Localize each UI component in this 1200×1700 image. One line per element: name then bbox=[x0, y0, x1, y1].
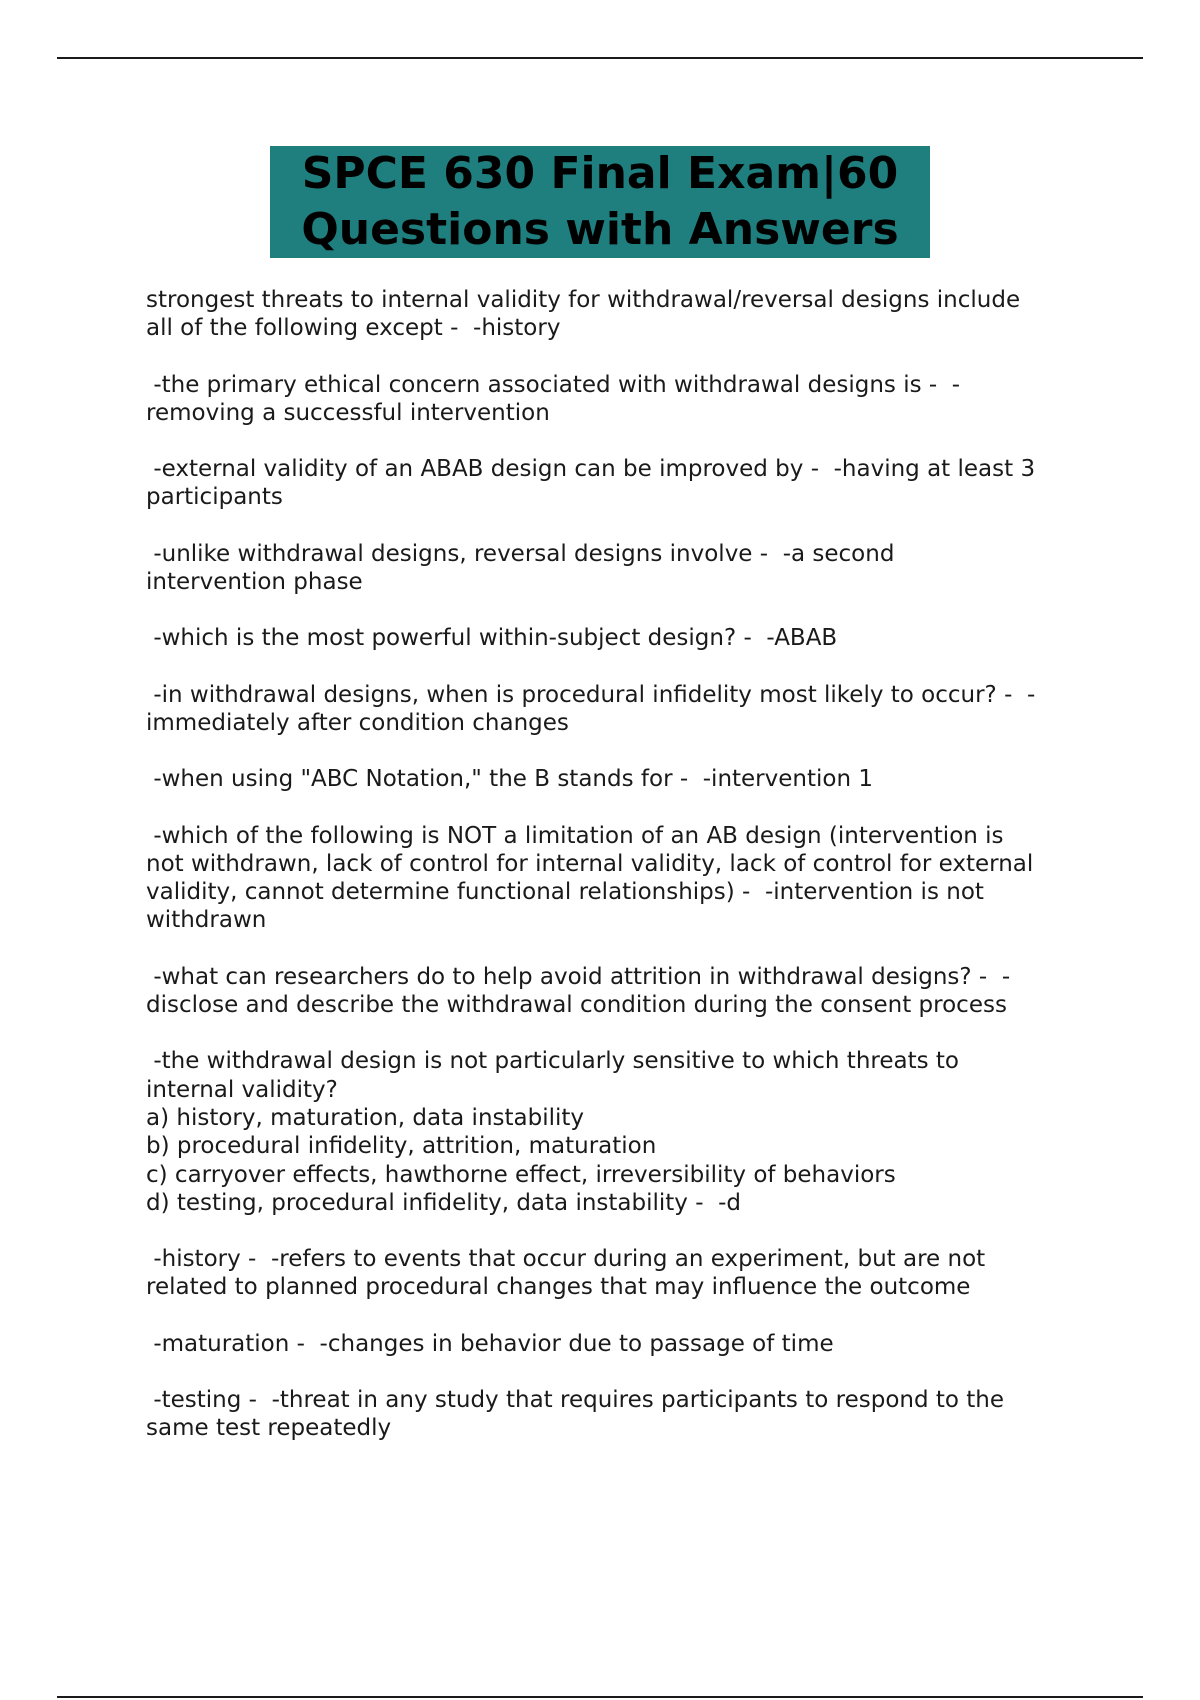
qa-line: -in withdrawal designs, when is procedural infidelity most likely to occur? - - bbox=[146, 681, 1036, 708]
qa-entry bbox=[146, 455, 1096, 512]
qa-line: all of the following except - -history bbox=[146, 315, 561, 342]
page-title bbox=[270, 146, 930, 258]
qa-line: strongest threats to internal validity for withdrawal/reversal designs include bbox=[146, 287, 1021, 313]
qa-line: -what can researchers do to help avoid attrition in withdrawal designs? - - bbox=[146, 963, 1011, 990]
qa-line: -the withdrawal design is not particularly sensitive to which threats to bbox=[146, 1048, 959, 1075]
qa-line: -when using "ABC Notation," the B stands for - -intervention 1 bbox=[146, 766, 873, 793]
qa-entry bbox=[146, 1245, 1096, 1302]
qa-line: -the primary ethical concern associated with withdrawal designs is - - bbox=[146, 371, 961, 398]
qa-line: -testing - -threat in any study that requires participants to respond to the bbox=[146, 1387, 1005, 1414]
qa-line: -maturation - -changes in behavior due to passage of time bbox=[146, 1330, 834, 1357]
qa-line: participants bbox=[146, 484, 283, 511]
qa-entry bbox=[146, 624, 1096, 652]
top-rule bbox=[57, 57, 1143, 59]
qa-line: internal validity? bbox=[146, 1076, 338, 1103]
title-line-2: Questions with Answers bbox=[301, 204, 899, 255]
document-body bbox=[146, 286, 1096, 1471]
qa-entry bbox=[146, 540, 1096, 597]
qa-line: related to planned procedural changes that may influence the outcome bbox=[146, 1274, 971, 1301]
qa-line: -external validity of an ABAB design can be improved by - -having at least 3 bbox=[146, 456, 1036, 483]
qa-entry bbox=[146, 1330, 1096, 1358]
qa-entry bbox=[146, 286, 1096, 343]
qa-entry bbox=[146, 371, 1096, 428]
qa-line: disclose and describe the withdrawal condition during the consent process bbox=[146, 992, 1007, 1019]
qa-line: b) procedural infidelity, attrition, maturation bbox=[146, 1133, 657, 1160]
qa-line: same test repeatedly bbox=[146, 1415, 392, 1442]
qa-line: -history - -refers to events that occur during an experiment, but are not bbox=[146, 1246, 986, 1273]
qa-line: -unlike withdrawal designs, reversal designs involve - -a second bbox=[146, 540, 895, 567]
bottom-rule bbox=[57, 1696, 1143, 1698]
qa-line: removing a successful intervention bbox=[146, 399, 550, 426]
qa-line: not withdrawn, lack of control for internal validity, lack of control for external bbox=[146, 850, 1034, 877]
qa-line: -which of the following is NOT a limitation of an AB design (intervention is bbox=[146, 822, 1004, 849]
qa-entry bbox=[146, 1386, 1096, 1443]
qa-line: c) carryover effects, hawthorne effect, irreversibility of behaviors bbox=[146, 1161, 896, 1188]
title-wrap bbox=[0, 146, 1200, 258]
qa-line: a) history, maturation, data instability bbox=[146, 1104, 585, 1131]
qa-entry bbox=[146, 681, 1096, 738]
title-line-1: SPCE 630 Final Exam|60 bbox=[301, 148, 899, 199]
qa-line: immediately after condition changes bbox=[146, 709, 569, 736]
qa-entry bbox=[146, 963, 1096, 1020]
qa-entry bbox=[146, 822, 1096, 935]
qa-entry bbox=[146, 1047, 1096, 1217]
qa-line: validity, cannot determine functional relationships) - -intervention is not bbox=[146, 879, 984, 906]
qa-line: intervention phase bbox=[146, 569, 363, 596]
qa-line: withdrawn bbox=[146, 907, 267, 934]
qa-entry bbox=[146, 765, 1096, 793]
qa-line: d) testing, procedural infidelity, data instability - -d bbox=[146, 1189, 742, 1216]
qa-line: -which is the most powerful within-subject design? - -ABAB bbox=[146, 625, 838, 652]
